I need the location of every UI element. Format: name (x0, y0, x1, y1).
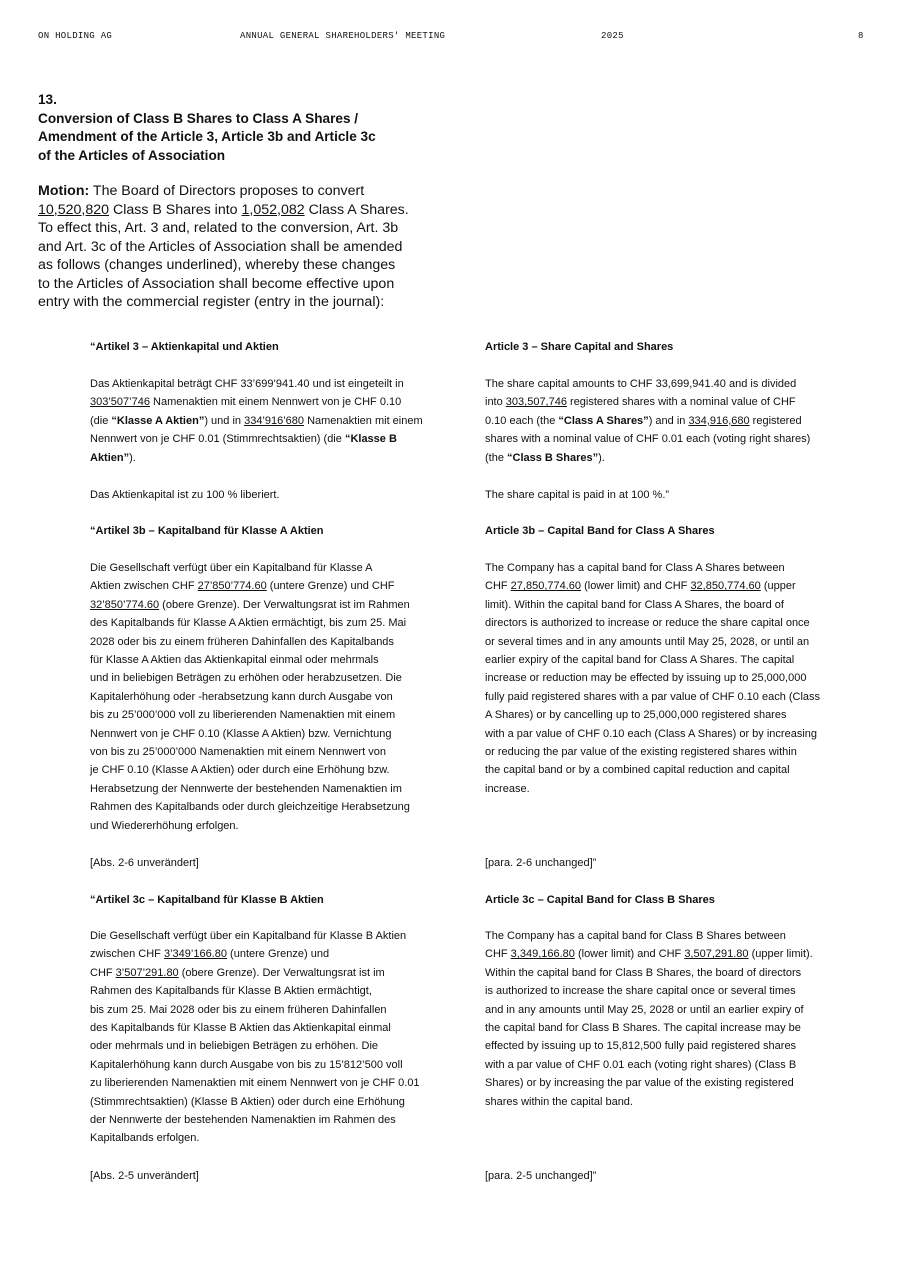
text-line: Nennwert von je CHF 0.10 (Klasse A Aktien) bzw. Vernichtung (90, 727, 392, 740)
text-line: Kapitalerhöhung oder -herabsetzung kann durch Ausgabe von (90, 690, 393, 703)
text-line: der Nennwerte der bestehenden Namenaktien im Rahmen des (90, 1114, 396, 1127)
motion-paragraph (38, 182, 458, 312)
text-line: für Klasse A Aktien das Aktienkapital einmal oder mehrmals (90, 654, 379, 667)
article-3b-body-de (90, 559, 462, 835)
text-line: ). (598, 451, 605, 464)
converted-b-shares-count: 10,520,820 (38, 201, 110, 218)
article-3-body-en (485, 375, 857, 467)
text-line: (the (485, 451, 508, 464)
text-line: (upper (760, 580, 796, 593)
text-line: CHF (90, 966, 116, 979)
motion-text: Class A Shares. (304, 201, 409, 218)
text-line: und Wiedererhöhung erfolgen. (90, 819, 239, 832)
text-line: (obere Grenze). Der Verwaltungsrat ist im Rahmen (159, 598, 410, 611)
article-3-paid-in-en: The share capital is paid in at 100 %.” (485, 489, 670, 501)
text-line: is authorized to increase the share capital once or several times (485, 985, 796, 998)
article-3c-body-de (90, 927, 462, 1148)
text-line: des Kapitalbands für Klasse A Aktien ermächtigt, bis zum 25. Mai (90, 617, 407, 630)
english-column (485, 338, 857, 1198)
term-class-a-de: “Klasse A Aktien” (111, 414, 205, 427)
article-3b-body-en (485, 559, 857, 798)
text-line: Within the capital band for Class B Shares, the board of directors (485, 966, 802, 979)
text-line: Nennwert von je CHF 0.01 (Stimmrechtsaktien) (die (90, 433, 345, 446)
text-line: 0.10 each (the (485, 414, 559, 427)
text-line: Aktien zwischen CHF (90, 580, 198, 593)
text-line: the capital band or by a combined capital reduction and capital (485, 764, 790, 777)
motion-text: and Art. 3c of the Articles of Association shall be amended (38, 238, 403, 255)
text-line: Namenaktien mit einem Nennwert von je CHF 0.10 (149, 396, 402, 409)
motion-text: The Board of Directors proposes to convert (89, 183, 365, 199)
header-company: ON HOLDING AG (38, 31, 113, 41)
text-line: The Company has a capital band for Class B Shares between (485, 930, 786, 942)
text-line: shares within the capital band. (485, 1095, 633, 1108)
motion-text: Class B Shares into (109, 201, 242, 218)
text-line: the capital band for Class B Shares. The capital increase may be (485, 1022, 801, 1035)
text-line: (Stimmrechtsaktien) (Klasse B Aktien) oder durch eine Erhöhung (90, 1095, 405, 1108)
text-line: bis zum 25. Mai 2028 oder bis zu einem früheren Dahinfallen (90, 1003, 387, 1016)
section-number: 13. (38, 92, 57, 107)
term-class-b-de: “Klasse B (344, 433, 397, 446)
text-line: Kapitalerhöhung kann durch Ausgabe von bis zu 15’812’500 voll (90, 1058, 403, 1071)
upper-limit-a-de: 32’850’774.60 (90, 598, 160, 611)
text-line: oder mehrmals und in beliebigen Beträgen zu erhöhen. Die (90, 1040, 379, 1053)
article-3-heading-en: Article 3 – Share Capital and Shares (485, 341, 674, 353)
text-line: limit). Within the capital band for Class A Shares, the board of (485, 598, 784, 611)
text-line: Die Gesellschaft verfügt über ein Kapitalband für Klasse B Aktien (90, 930, 407, 942)
article-3b-heading-de: “Artikel 3b – Kapitalband für Klasse A Aktien (90, 525, 324, 537)
text-line: (die (90, 414, 112, 427)
lower-limit-b-en: 3,349,166.80 (510, 948, 575, 961)
term-class-a-en: “Class A Shares” (558, 414, 649, 427)
text-line: registered (749, 414, 802, 427)
motion-text: entry with the commercial register (entry in the journal): (38, 294, 385, 310)
upper-limit-b-en: 3,507,291.80 (684, 948, 749, 961)
article-3c-heading-de: “Artikel 3c – Kapitalband für Klasse B Aktien (90, 894, 324, 906)
text-line: Kapitalbands erfolgen. (90, 1132, 200, 1145)
text-line: Rahmen des Kapitalbands für Klasse B Aktien ermächtigt, (90, 985, 372, 998)
header-year: 2025 (601, 31, 624, 41)
text-line: registered shares with a nominal value of CHF (566, 396, 796, 409)
header-page-number: 8 (858, 31, 864, 41)
text-line: effected by issuing up to 15,812,500 fully paid registered shares (485, 1040, 797, 1053)
text-line: Das Aktienkapital beträgt CHF 33’699’941.40 und ist eingeteilt in (90, 378, 404, 390)
text-line: (lower limit) and CHF (574, 948, 685, 961)
article-3c-heading-en: Article 3c – Capital Band for Class B Shares (485, 894, 715, 906)
article-3b-heading-en: Article 3b – Capital Band for Class A Shares (485, 525, 715, 537)
lower-limit-b-de: 3’349’166.80 (163, 948, 227, 961)
text-line: earlier expiry of the capital band for Class A Shares. The capital (485, 654, 795, 667)
text-line: (upper limit). (748, 948, 813, 961)
text-line: bis zu 25’000’000 voll zu liberierenden Namenaktien mit einem (90, 709, 396, 722)
motion-text: to the Articles of Association shall become effective upon (38, 275, 395, 292)
text-line: Namenaktien mit einem (304, 414, 423, 427)
section-title-line: Amendment of the Article 3, Article 3b and Article 3c (38, 129, 376, 144)
text-line: des Kapitalbands für Klasse B Aktien das Aktienkapital einmal (90, 1022, 391, 1035)
text-line: Herabsetzung der Nennwerte der bestehenden Namenaktien im (90, 782, 402, 795)
text-line: (untere Grenze) und (226, 948, 330, 961)
text-line: increase or reduction may be effected by issuing up to 25,000,000 (485, 672, 807, 685)
text-line: ) und in (204, 414, 245, 427)
text-line: (untere Grenze) und CHF (266, 580, 395, 593)
section-title-line: of the Articles of Association (38, 147, 226, 163)
article-3c-body-en (485, 927, 857, 1111)
text-line: The Company has a capital band for Class A Shares between (485, 562, 785, 574)
text-line: CHF (485, 948, 511, 961)
section-title (38, 91, 458, 165)
b-shares-count-en: 334,916,680 (688, 414, 750, 427)
section-title-line: Conversion of Class B Shares to Class A Shares / (38, 110, 359, 126)
motion-label: Motion: (38, 183, 90, 199)
b-shares-count-de: 334’916’680 (244, 414, 305, 427)
article-3c-unchanged-de: [Abs. 2-5 unverändert] (90, 1170, 199, 1182)
text-line: (lower limit) and CHF (581, 580, 691, 593)
header-meeting: ANNUAL GENERAL SHAREHOLDERS' MEETING (240, 31, 446, 41)
text-line: ). (129, 451, 136, 464)
text-line: zwischen CHF (90, 948, 164, 961)
lower-limit-a-de: 27’850’774.60 (197, 580, 267, 593)
text-line: or reducing the par value of the existing registered shares within (485, 746, 797, 759)
text-line: with a par value of CHF 0.10 each (Class A Shares) or by increasing (485, 727, 817, 740)
text-line: Shares) or by increasing the par value of the existing registered (485, 1077, 794, 1090)
text-line: shares with a nominal value of CHF 0.01 each (voting right shares) (485, 433, 811, 446)
article-3b-unchanged-de: [Abs. 2-6 unverändert] (90, 857, 199, 869)
text-line: A Shares) or by cancelling up to 25,000,000 registered shares (485, 709, 787, 722)
german-column (90, 338, 462, 1198)
text-line: 2028 oder bis zu einem früheren Dahinfallen des Kapitalbands (90, 635, 394, 648)
upper-limit-a-en: 32,850,774.60 (690, 580, 761, 593)
lower-limit-a-en: 27,850,774.60 (510, 580, 582, 593)
text-line: ) and in (648, 414, 689, 427)
text-line: (obere Grenze). Der Verwaltungsrat ist im (178, 966, 385, 979)
article-3c-unchanged-en: [para. 2-5 unchanged]” (485, 1170, 597, 1182)
text-line: Die Gesellschaft verfügt über ein Kapitalband für Klasse A (90, 562, 373, 574)
text-line: je CHF 0.10 (Klasse A Aktien) oder durch eine Erhöhung bzw. (90, 764, 390, 777)
motion-text: as follows (changes underlined), whereby these changes (38, 257, 396, 273)
a-shares-count-de: 303’507’746 (90, 396, 150, 409)
text-line: fully paid registered shares with a par value of CHF 0.10 each (Class (485, 690, 821, 703)
text-line: und in beliebigen Beträgen zu erhöhen oder herabzusetzen. Die (90, 672, 402, 685)
text-line: into (485, 396, 506, 409)
text-line: CHF (485, 580, 511, 593)
text-line: Rahmen des Kapitalbands oder durch gleichzeitige Herabsetzung (90, 801, 410, 814)
term-class-b-en: “Class B Shares” (507, 451, 599, 464)
term-class-b-de: Aktien” (90, 451, 130, 464)
upper-limit-b-de: 3’507’291.80 (115, 966, 179, 979)
text-line: directors is authorized to increase or reduce the share capital once (485, 617, 810, 630)
new-a-shares-count: 1,052,082 (241, 201, 305, 218)
article-3b-unchanged-en: [para. 2-6 unchanged]” (485, 857, 597, 869)
text-line: and in any amounts until May 25, 2028 or until an earlier expiry of (485, 1003, 804, 1016)
text-line: von bis zu 25’000’000 Namenaktien mit einem Nennwert von (90, 746, 386, 759)
text-line: The share capital amounts to CHF 33,699,941.40 and is divided (485, 378, 797, 390)
motion-text: To effect this, Art. 3 and, related to the conversion, Art. 3b (38, 220, 399, 236)
article-3-body-de (90, 375, 462, 467)
text-line: zu liberierenden Namenaktien mit einem Nennwert von je CHF 0.01 (90, 1077, 420, 1090)
article-3-heading-de: “Artikel 3 – Aktienkapital und Aktien (90, 341, 279, 353)
text-line: increase. (485, 782, 530, 795)
text-line: with a par value of CHF 0.01 each (voting right shares) (Class B (485, 1058, 797, 1071)
a-shares-count-en: 303,507,746 (505, 396, 567, 409)
text-line: or several times and in any amounts until May 25, 2028, or until an (485, 635, 810, 648)
article-3-paid-in-de: Das Aktienkapital ist zu 100 % liberiert. (90, 489, 280, 501)
